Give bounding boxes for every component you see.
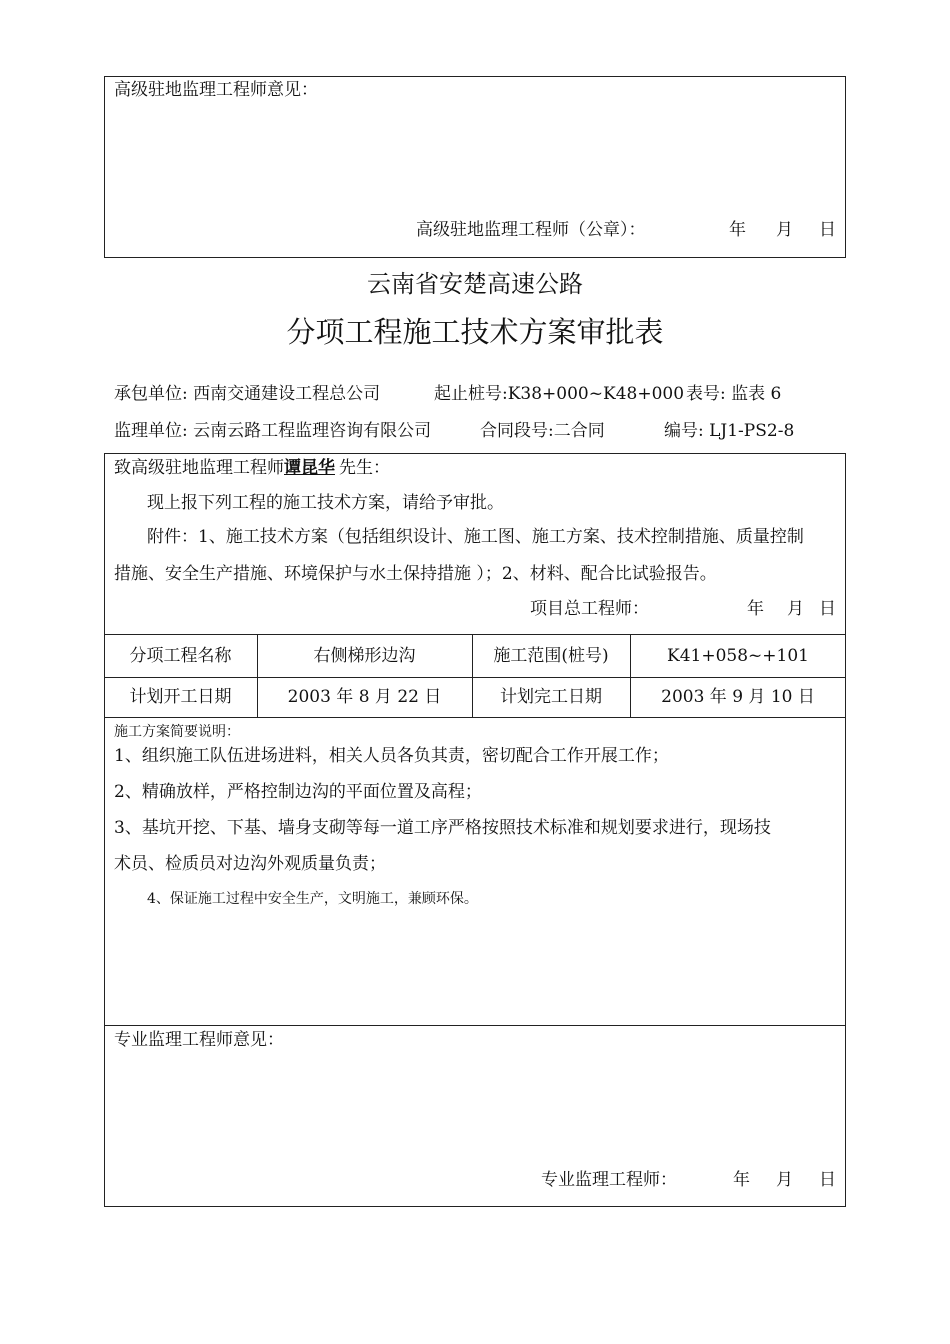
chief-engineer-signature-label: 项目总工程师： — [530, 599, 649, 619]
table-cell-end-date-value: 2003 年 9 月 10 日 — [661, 687, 815, 707]
plan-item-3-line2: 术员、检质员对边沟外观质量负责； — [114, 854, 386, 874]
table-cell-range-value: K41+058~+101 — [667, 646, 809, 666]
table-cell-start-date-value: 2003 年 8 月 22 日 — [287, 687, 442, 707]
addressee-line — [114, 458, 390, 478]
specialist-signature-label: 专业监理工程师： — [541, 1170, 677, 1190]
table-cell-item-name-label: 分项工程名称 — [129, 646, 232, 666]
plan-item-2: 2、精确放样，严格控制边沟的平面位置及高程； — [114, 782, 482, 802]
form-number: 表号: 监表 6 — [686, 384, 782, 404]
table-cell-range-label: 施工范围(桩号) — [493, 646, 609, 666]
senior-supervisor-signature-label: 高级驻地监理工程师（公章）： — [416, 220, 646, 240]
plan-item-1: 1、组织施工队伍进场进料，相关人员各负其责，密切配合工作开展工作； — [114, 746, 669, 766]
senior-supervisor-date-year: 年 — [729, 220, 746, 240]
attachments-line2: 措施、安全生产措施、环境保护与水土保持措施 ）；2、材料、配合比试验报告。 — [114, 564, 717, 584]
submission-body: 现上报下列工程的施工技术方案，请给予审批。 — [147, 493, 504, 513]
table-cell-start-date-label: 计划开工日期 — [129, 687, 232, 707]
addressee-name: 谭昆华 — [284, 458, 335, 478]
chainage-range: 起止桩号:K38+000~K48+000 — [434, 384, 685, 404]
document-title-line2: 分项工程施工技术方案审批表 — [286, 315, 664, 349]
plan-heading: 施工方案简要说明： — [114, 724, 240, 740]
specialist-opinion-label: 专业监理工程师意见： — [114, 1030, 284, 1050]
specialist-date-day: 日 — [819, 1170, 836, 1190]
plan-item-4: 4、保证施工过程中安全生产，文明施工，兼顾环保。 — [147, 891, 478, 907]
attachments-line1: 附件：1、施工技术方案（包括组织设计、施工图、施工方案、技术控制措施、质量控制 — [147, 527, 804, 547]
contractor-unit: 承包单位: 西南交通建设工程总公司 — [114, 384, 381, 404]
addressee-prefix: 致高级驻地监理工程师 — [114, 458, 284, 478]
contract-section: 合同段号:二合同 — [480, 421, 605, 441]
section-divider — [104, 1025, 846, 1026]
specialist-date-month: 月 — [776, 1170, 793, 1190]
senior-supervisor-opinion-label: 高级驻地监理工程师意见： — [114, 80, 318, 100]
chief-engineer-date-year: 年 — [747, 599, 764, 619]
supervisor-unit: 监理单位: 云南云路工程监理咨询有限公司 — [114, 421, 432, 441]
senior-supervisor-date-month: 月 — [776, 220, 793, 240]
senior-supervisor-date-day: 日 — [819, 220, 836, 240]
table-divider — [104, 677, 846, 678]
plan-item-3-line1: 3、基坑开挖、下基、墙身支砌等每一道工序严格按照技术标准和规划要求进行，现场技 — [114, 818, 771, 838]
chief-engineer-date-day: 日 — [819, 599, 836, 619]
table-divider — [104, 634, 846, 635]
table-cell-item-name-value: 右侧梯形边沟 — [313, 646, 416, 666]
table-divider — [104, 717, 846, 718]
chief-engineer-date-month: 月 — [787, 599, 804, 619]
specialist-date-year: 年 — [733, 1170, 750, 1190]
addressee-suffix: 先生： — [339, 458, 390, 478]
document-title-line1: 云南省安楚高速公路 — [367, 270, 583, 298]
table-cell-end-date-label: 计划完工日期 — [500, 687, 602, 707]
serial-number: 编号: LJ1-PS2-8 — [664, 421, 795, 441]
